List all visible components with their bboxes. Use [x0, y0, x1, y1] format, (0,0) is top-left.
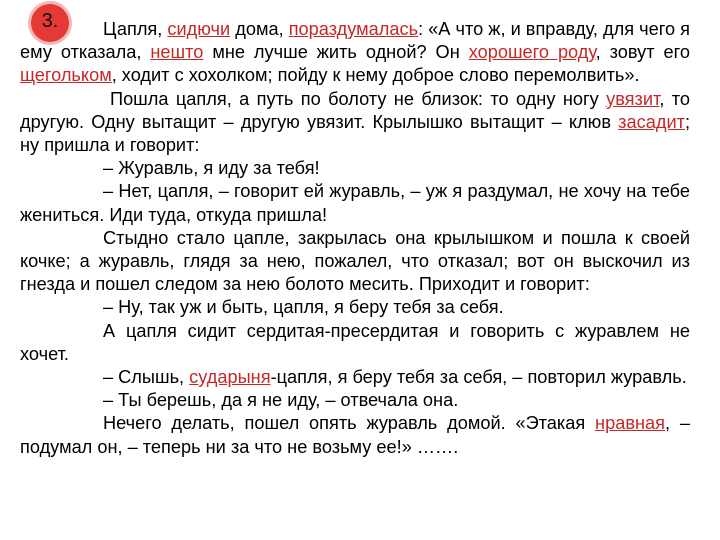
highlighted-word: нешто: [150, 42, 204, 63]
highlighted-word: пораздумалась: [288, 19, 419, 39]
paragraph: [20, 157, 690, 180]
text-run: – Ты берешь, да я не иду, – отвечала она.: [103, 390, 459, 411]
paragraph: [20, 180, 690, 226]
paragraph: [20, 320, 690, 366]
text-run: А цапля сидит сердитая-пресердитая и говорить с журавлем не хочет.: [20, 320, 690, 364]
highlighted-word: увязит: [606, 88, 660, 109]
slide-number: 3.: [41, 10, 59, 32]
highlighted-word: сидючи: [167, 19, 231, 39]
text-run: , то другую. Одну вытащит – другую увязит. Крылышко вытащит – клюв: [20, 88, 690, 132]
text-run: дома,: [230, 19, 289, 39]
text-run: -цапля, я беру тебя за себя, – повторил журавль.: [270, 367, 687, 388]
paragraph: [20, 88, 690, 158]
highlighted-word: щегольком: [20, 65, 112, 86]
highlighted-word: сударыня: [189, 367, 271, 388]
text-run: ; ну пришла и говорит:: [20, 111, 690, 156]
text-run: Пошла цапля, а путь по болоту не близок: то одну ногу: [110, 88, 607, 109]
story-text: [20, 18, 690, 459]
text-run: – Ну, так уж и быть, цапля, я беру тебя за себя.: [103, 297, 504, 318]
highlighted-word: нравная: [595, 413, 665, 434]
text-run: , – подумал он, – теперь ни за что не возьму ее!» …….: [20, 413, 690, 457]
highlighted-word: хорошего роду: [468, 42, 596, 63]
text-run: Стыдно стало цапле, закрылась она крылышком и пошла к своей кочке; а журавль, глядя за нею, пожалел, что отказал; вот он выскочил из гнезда и пошел следом за нею болото месить. Приходит и говорит:: [20, 227, 690, 295]
paragraph: [20, 412, 690, 458]
paragraph: [20, 366, 690, 389]
highlighted-word: засадит: [618, 111, 685, 132]
text-run: : «А что ж, и вправду, для чего я ему отказала,: [20, 19, 690, 63]
text-run: мне лучше жить одной? Он: [203, 42, 469, 63]
text-run: – Слышь,: [103, 367, 190, 388]
paragraph: [20, 227, 690, 297]
text-run: Цапля,: [103, 19, 168, 39]
text-run: , зовут его: [595, 42, 691, 63]
text-run: – Журавль, я иду за тебя!: [103, 158, 320, 179]
paragraph: [20, 296, 690, 319]
paragraph: [20, 389, 690, 412]
paragraph: [20, 18, 690, 88]
text-run: Нечего делать, пошел опять журавль домой. «Этакая: [103, 413, 596, 434]
text-run: – Нет, цапля, – говорит ей журавль, – уж я раздумал, не хочу на тебе жениться. Иди туда, откуда пришла!: [20, 181, 690, 225]
text-run: , ходит с хохолком; пойду к нему доброе слово перемолвить».: [111, 65, 640, 86]
